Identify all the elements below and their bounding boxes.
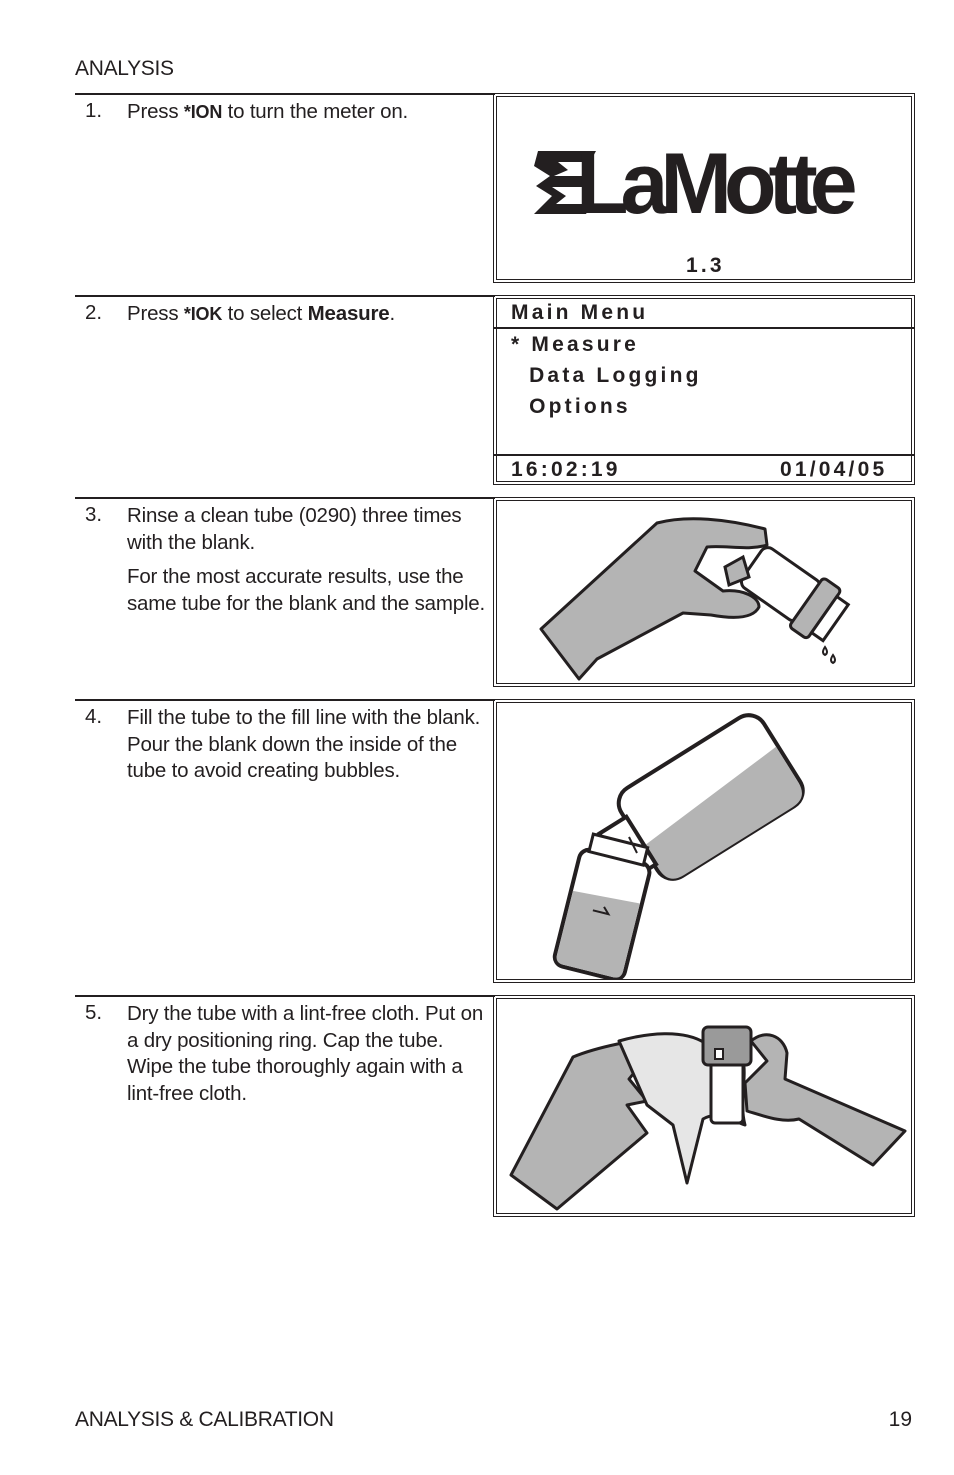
measure-label: Measure (307, 302, 390, 325)
step-number: 4. (85, 705, 103, 728)
hands-wiping-tube-icon (497, 999, 911, 1213)
dry-tube-illustration (493, 995, 915, 1217)
row-rule (75, 93, 495, 95)
rinse-illustration (493, 497, 915, 687)
bottle-pouring-into-tube-icon (497, 703, 911, 979)
menu-item-measure: * Measure (511, 333, 640, 356)
ok-key-label: OK (195, 304, 223, 324)
status-bar-rule (494, 454, 914, 456)
firmware-version: 1.3 (686, 254, 725, 277)
key-symbol: *I (183, 304, 196, 324)
menu-title-rule (494, 327, 914, 329)
step-number: 5. (85, 1001, 103, 1024)
step-number: 3. (85, 503, 103, 526)
step-text: Press *ION to turn the meter on. (127, 100, 409, 123)
step-paragraph: For the most accurate results, use the same tube for the blank and the sample. (127, 565, 486, 615)
meter-screen-splash (493, 93, 915, 283)
fill-tube-illustration (493, 699, 915, 983)
step-paragraph: Rinse a clean tube (0290) three times with the blank. (127, 504, 462, 554)
step-text: Press *IOK to select Measure. (127, 302, 395, 325)
meter-screen-main-menu (493, 295, 915, 485)
step-4 (75, 699, 915, 983)
section-header: ANALYSIS (75, 57, 174, 80)
page-number: 19 (888, 1408, 912, 1431)
hand-rinsing-tube-icon (497, 501, 911, 683)
row-rule (75, 497, 495, 499)
step-number: 2. (85, 301, 103, 324)
clock-time: 16:02:19 (511, 458, 621, 481)
on-key-label: ON (195, 102, 223, 122)
step-paragraph: Fill the tube to the fill line with the blank. Pour the blank down the inside of the tube to avoid creating bubbles. (127, 706, 481, 782)
step-text (127, 705, 489, 793)
lamotte-logo-text: LaMotte (576, 136, 850, 232)
row-rule (75, 699, 495, 701)
step-text (127, 1001, 489, 1115)
step-text (127, 503, 489, 625)
step-paragraph: Dry the tube with a lint-free cloth. Put on a dry positioning ring. Cap the tube. Wipe the tube thoroughly again with a lint-free cloth. (127, 1002, 484, 1105)
row-rule (75, 295, 495, 297)
menu-title: Main Menu (511, 301, 649, 324)
menu-item-options: Options (511, 395, 631, 418)
step-3 (75, 497, 915, 687)
key-symbol: *I (183, 102, 196, 122)
menu-item-data-logging: Data Logging (511, 364, 702, 387)
row-rule (75, 995, 495, 997)
clock-date: 01/04/05 (780, 458, 888, 481)
step-2 (75, 295, 915, 485)
step-1 (75, 93, 915, 283)
footer-section: ANALYSIS & CALIBRATION (75, 1408, 334, 1431)
step-5 (75, 995, 915, 1217)
step-number: 1. (85, 99, 103, 122)
